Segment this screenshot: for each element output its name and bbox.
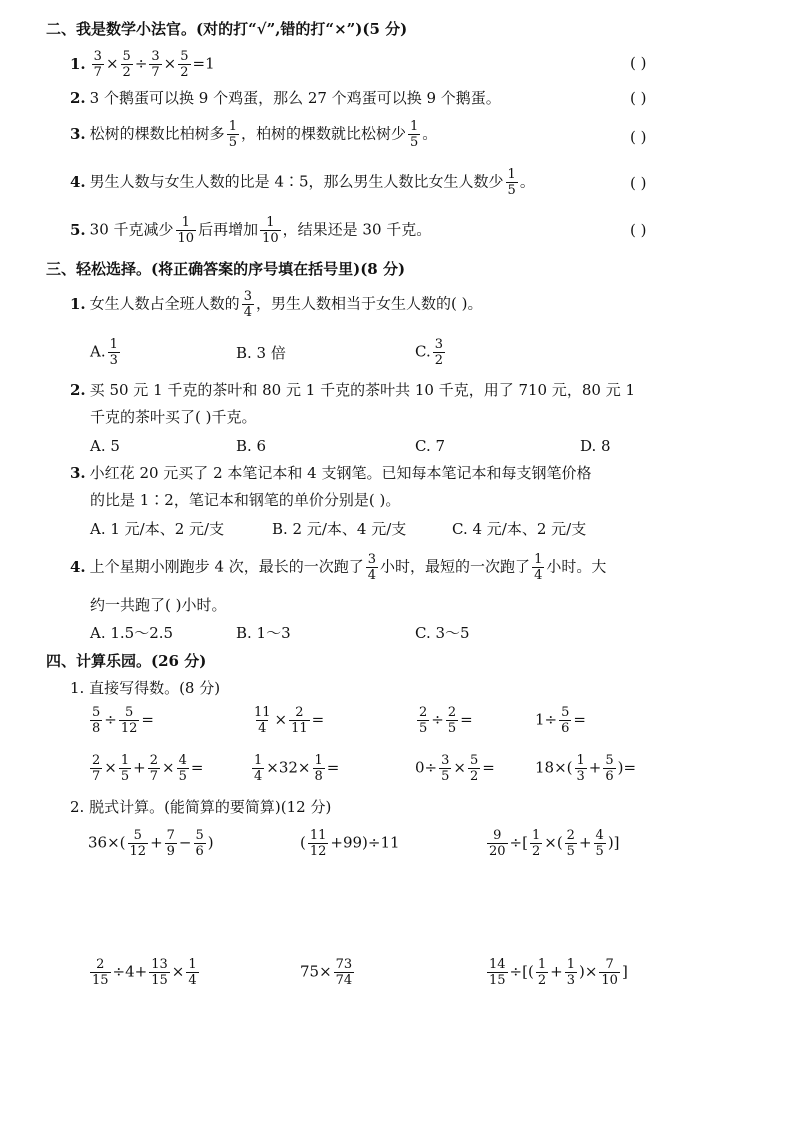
answer-box-3[interactable]: ( ) (630, 128, 647, 146)
s3-q4-option-a[interactable]: A. 1.5～2.5 (90, 624, 174, 642)
oral-r1c1: $\frac{5}{8}$ ÷ $\frac{5}{12}$ = (92, 705, 154, 736)
answer-box-5[interactable]: ( ) (630, 221, 647, 239)
s2-item-5: 5. 30 千克减少 $\frac{1}{10}$ 后再增加 $\frac{1}{10}$ ，结果还是 30 千克。 (70, 215, 432, 246)
s3-q2-option-c[interactable]: C. 7 (415, 437, 446, 455)
s3-q1-option-b[interactable]: B. 3 倍 (236, 344, 286, 362)
calc-e2: ( $\frac{11}{12}$ +99)÷11 (300, 828, 400, 859)
s3-q2-option-d[interactable]: D. 8 (580, 437, 611, 455)
s3-q1-option-c[interactable]: C. $\frac{3}{2}$ (415, 337, 443, 368)
section2-title: 二、我是数学小法官。(对的打“√”,错的打“×”)(5 分) (46, 20, 408, 38)
oral-r1c2: $\frac{11}{4}$ × $\frac{2}{11}$ = (254, 705, 325, 736)
answer-box-4[interactable]: ( ) (630, 174, 647, 192)
s3-q4-line1: 4. 上个星期小刚跑步 4 次，最长的一次跑了 $\frac{3}{4}$ 小时，最短的一次跑了 $\frac{1}{4}$ 小时。大 (70, 552, 607, 583)
s3-q3-option-c[interactable]: C. 4 元/本、2 元/支 (452, 520, 587, 538)
s3-q2-line1: 2. 买 50 元 1 千克的茶叶和 80 元 1 千克的茶叶共 10 千克，用了 710 元，80 元 1 (70, 381, 636, 399)
answer-box-2[interactable]: ( ) (630, 89, 647, 107)
calc-e6: $\frac{14}{15}$ ÷[( $\frac{1}{2}$ + $\frac{1}{3}$ )× $\frac{7}{10}$ ] (489, 957, 628, 988)
oral-r1c4: 1÷ $\frac{5}{6}$ = (535, 705, 586, 736)
calc-e1: 36×( $\frac{5}{12}$ + $\frac{7}{9}$ − $\frac{5}{6}$ ) (88, 828, 214, 859)
s4-sub1-title: 1. 直接写得数。(8 分) (70, 679, 221, 697)
s3-q1: 1. 女生人数占全班人数的 $\frac{3}{4}$ ，男生人数相当于女生人数的( )。 (70, 289, 483, 320)
answer-box-1[interactable]: ( ) (630, 54, 647, 72)
s3-q2-line2: 千克的茶叶买了( )千克。 (90, 408, 257, 426)
s3-q3-line1: 3. 小红花 20 元买了 2 本笔记本和 4 支钢笔。已知每本笔记本和每支钢笔价格 (70, 464, 592, 482)
s2-item-3: 3. 松树的棵数比柏树多 $\frac{1}{5}$ ，柏树的棵数就比松树少 $\frac{1}{5}$ 。 (70, 119, 438, 150)
s4-sub2-title: 2. 脱式计算。(能简算的要简算)(12 分) (70, 798, 332, 816)
s2-item-2: 2. 3 个鹅蛋可以换 9 个鸡蛋，那么 27 个鸡蛋可以换 9 个鹅蛋。 (70, 89, 501, 107)
s3-q2-option-a[interactable]: A. 5 (90, 437, 120, 455)
s2-item-4: 4. 男生人数与女生人数的比是 4∶5，那么男生人数比女生人数少 $\frac{1}{5}$ 。 (70, 167, 535, 198)
oral-r2c2: $\frac{1}{4}$ ×32× $\frac{1}{8}$ = (254, 753, 340, 784)
s3-q4-line2: 约一共跑了( )小时。 (90, 596, 227, 614)
section4-title: 四、计算乐园。(26 分) (46, 652, 207, 670)
s3-q4-option-c[interactable]: C. 3～5 (415, 624, 470, 642)
oral-r1c3: $\frac{2}{5}$ ÷ $\frac{2}{5}$ = (419, 705, 473, 736)
s3-q4-option-b[interactable]: B. 1～3 (236, 624, 291, 642)
s3-q1-option-a[interactable]: A. $\frac{1}{3}$ (90, 337, 118, 368)
calc-e4: $\frac{2}{15}$ ÷4+ $\frac{13}{15}$ × $\frac{1}{4}$ (92, 957, 197, 988)
s3-q3-option-b[interactable]: B. 2 元/本、4 元/支 (272, 520, 407, 538)
s3-q3-line2: 的比是 1∶2，笔记本和钢笔的单价分别是( )。 (90, 491, 401, 509)
fraction: $\frac{3}{7}$ (93, 49, 102, 80)
s3-q3-option-a[interactable]: A. 1 元/本、2 元/支 (90, 520, 225, 538)
oral-r2c4: 18×( $\frac{1}{3}$ + $\frac{5}{6}$ )= (535, 753, 637, 784)
oral-r2c1: $\frac{2}{7}$ × $\frac{1}{5}$ + $\frac{2}{7}$ × $\frac{4}{5}$ = (92, 753, 204, 784)
s2-item-1: 1. $\frac{3}{7}$ × $\frac{5}{2}$ ÷ $\frac{3}{7}$ × $\frac{5}{2}$ =1 (70, 49, 215, 80)
oral-r2c3: 0÷ $\frac{3}{5}$ × $\frac{5}{2}$ = (415, 753, 495, 784)
calc-e3: $\frac{9}{20}$ ÷[ $\frac{1}{2}$ ×( $\frac{2}{5}$ + $\frac{4}{5}$ )] (489, 828, 620, 859)
section3-title: 三、轻松选择。(将正确答案的序号填在括号里)(8 分) (46, 260, 406, 278)
s3-q2-option-b[interactable]: B. 6 (236, 437, 267, 455)
calc-e5: 75× $\frac{73}{74}$ (300, 957, 353, 988)
